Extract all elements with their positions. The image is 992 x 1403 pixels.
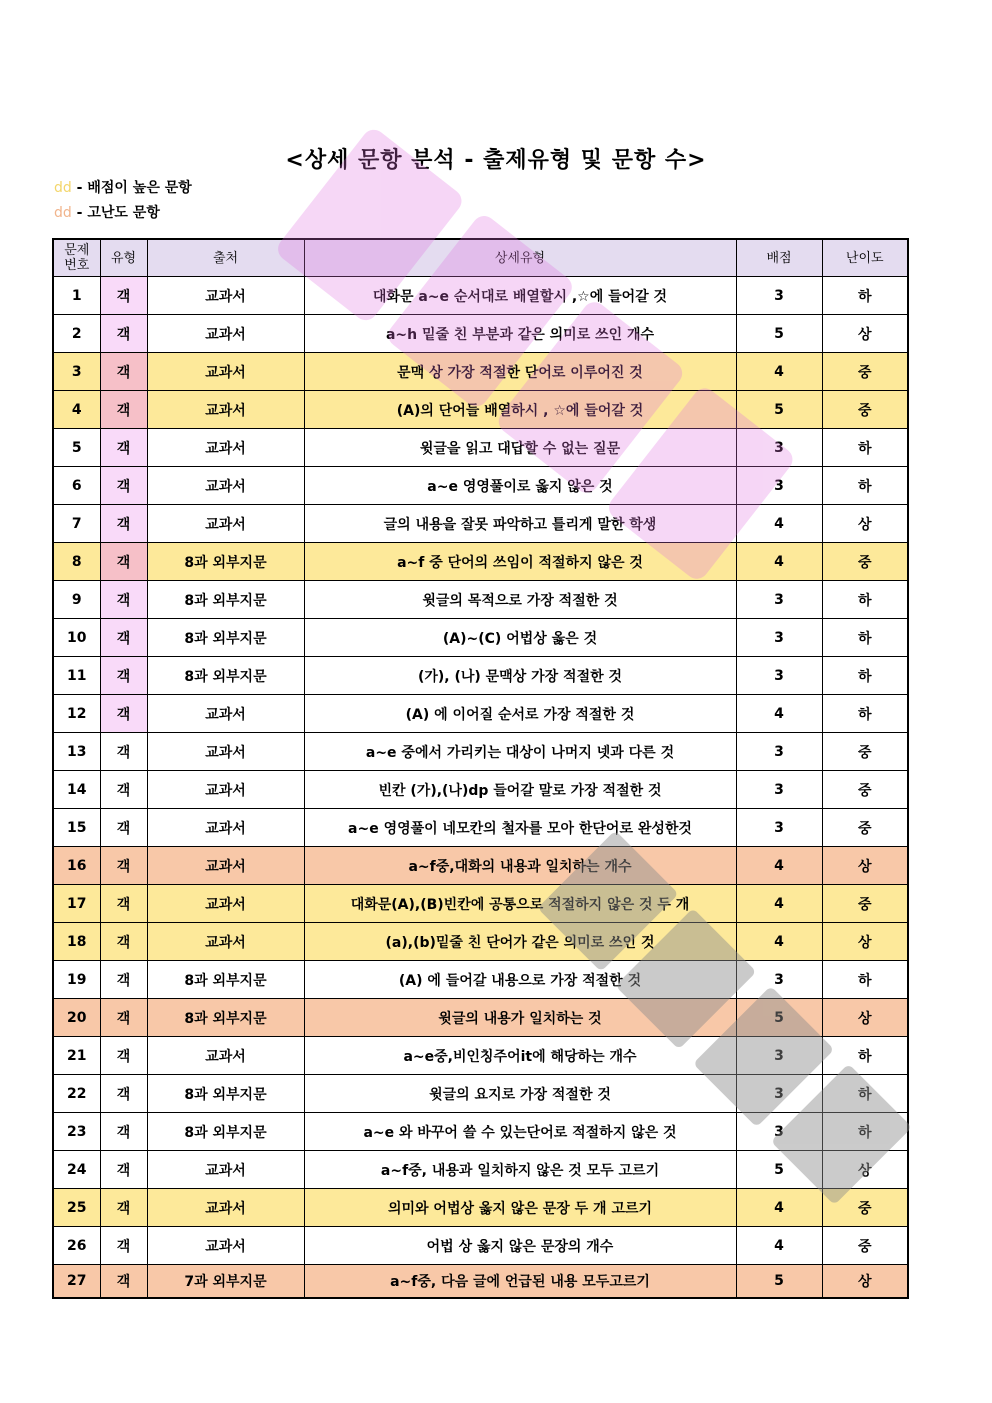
- cell-source: 교과서: [147, 1227, 304, 1265]
- legend-label: 배점이 높은 문항: [87, 180, 192, 196]
- cell-score: 5: [736, 315, 822, 353]
- cell-detail: 윗글의 내용가 일치하는 것: [304, 999, 736, 1037]
- header-no: 문제 번호: [53, 239, 100, 277]
- cell-score: 3: [736, 771, 822, 809]
- cell-type: 객: [100, 1189, 147, 1227]
- cell-source: 교과서: [147, 733, 304, 771]
- cell-detail: a~h 밑줄 친 부분과 같은 의미로 쓰인 개수: [304, 315, 736, 353]
- cell-no: 20: [53, 999, 100, 1037]
- cell-type: 객: [100, 505, 147, 543]
- cell-level: 상: [822, 923, 908, 961]
- cell-source: 교과서: [147, 1151, 304, 1189]
- cell-no: 17: [53, 885, 100, 923]
- cell-detail: 윗글의 요지로 가장 적절한 것: [304, 1075, 736, 1113]
- cell-no: 6: [53, 467, 100, 505]
- cell-detail: 문맥 상 가장 적절한 단어로 이루어진 것: [304, 353, 736, 391]
- cell-type: 객: [100, 1075, 147, 1113]
- cell-detail: a~f중, 내용과 일치하지 않은 것 모두 고르기: [304, 1151, 736, 1189]
- cell-score: 3: [736, 581, 822, 619]
- cell-type: 객: [100, 315, 147, 353]
- table-row: [53, 1189, 908, 1227]
- cell-detail: 윗글의 목적으로 가장 적절한 것: [304, 581, 736, 619]
- cell-level: 하: [822, 657, 908, 695]
- cell-source: 교과서: [147, 505, 304, 543]
- table-row: [53, 695, 908, 733]
- table-row: [53, 999, 908, 1037]
- cell-type: 객: [100, 1113, 147, 1151]
- cell-source: 8과 외부지문: [147, 999, 304, 1037]
- cell-level: 하: [822, 619, 908, 657]
- cell-score: 4: [736, 505, 822, 543]
- cell-level: 하: [822, 695, 908, 733]
- legend-sample-orange: dd: [54, 205, 72, 221]
- table-row: [53, 277, 908, 315]
- cell-no: 1: [53, 277, 100, 315]
- cell-score: 3: [736, 619, 822, 657]
- cell-type: 객: [100, 847, 147, 885]
- cell-level: 상: [822, 315, 908, 353]
- header-type: 유형: [100, 239, 147, 277]
- cell-type: 객: [100, 1151, 147, 1189]
- cell-type: 객: [100, 695, 147, 733]
- cell-source: 교과서: [147, 1037, 304, 1075]
- cell-type: 객: [100, 961, 147, 999]
- cell-score: 3: [736, 429, 822, 467]
- cell-source: 8과 외부지문: [147, 543, 304, 581]
- cell-source: 8과 외부지문: [147, 1113, 304, 1151]
- cell-level: 상: [822, 505, 908, 543]
- cell-no: 8: [53, 543, 100, 581]
- table-row: [53, 771, 908, 809]
- cell-score: 3: [736, 277, 822, 315]
- legend-high-score: [54, 177, 192, 197]
- cell-score: 4: [736, 1189, 822, 1227]
- cell-score: 4: [736, 847, 822, 885]
- table-row: [53, 505, 908, 543]
- cell-score: 3: [736, 467, 822, 505]
- cell-detail: a~e중,비인칭주어it에 해당하는 개수: [304, 1037, 736, 1075]
- analysis-table: [52, 238, 909, 1299]
- cell-type: 객: [100, 733, 147, 771]
- cell-score: 3: [736, 1075, 822, 1113]
- cell-type: 객: [100, 391, 147, 429]
- cell-source: 8과 외부지문: [147, 961, 304, 999]
- cell-no: 10: [53, 619, 100, 657]
- table-row: [53, 809, 908, 847]
- cell-source: 교과서: [147, 771, 304, 809]
- cell-detail: (A)~(C) 어법상 옳은 것: [304, 619, 736, 657]
- cell-level: 중: [822, 391, 908, 429]
- cell-source: 8과 외부지문: [147, 1075, 304, 1113]
- cell-source: 교과서: [147, 315, 304, 353]
- cell-level: 하: [822, 467, 908, 505]
- cell-detail: (A) 에 들어갈 내용으로 가장 적절한 것: [304, 961, 736, 999]
- cell-type: 객: [100, 1227, 147, 1265]
- table-row: [53, 315, 908, 353]
- table-row: [53, 1227, 908, 1265]
- cell-source: 교과서: [147, 885, 304, 923]
- header-source: 출처: [147, 239, 304, 277]
- legend-hard: [54, 202, 160, 222]
- table-row: [53, 923, 908, 961]
- cell-detail: a~f 중 단어의 쓰임이 적절하지 않은 것: [304, 543, 736, 581]
- cell-type: 객: [100, 999, 147, 1037]
- table-row: [53, 619, 908, 657]
- cell-score: 3: [736, 657, 822, 695]
- cell-level: 하: [822, 1037, 908, 1075]
- cell-score: 5: [736, 1151, 822, 1189]
- cell-score: 4: [736, 923, 822, 961]
- cell-detail: 대화문 a~e 순서대로 배열할시 ,☆에 들어갈 것: [304, 277, 736, 315]
- cell-level: 상: [822, 999, 908, 1037]
- cell-detail: 윗글을 읽고 대답할 수 없는 질문: [304, 429, 736, 467]
- header-level: 난이도: [822, 239, 908, 277]
- cell-no: 25: [53, 1189, 100, 1227]
- cell-type: 객: [100, 429, 147, 467]
- cell-no: 19: [53, 961, 100, 999]
- cell-no: 22: [53, 1075, 100, 1113]
- cell-level: 하: [822, 277, 908, 315]
- cell-detail: 빈칸 (가),(나)dp 들어갈 말로 가장 적절한 것: [304, 771, 736, 809]
- cell-no: 7: [53, 505, 100, 543]
- cell-level: 하: [822, 581, 908, 619]
- legend-sample-yellow: dd: [54, 180, 72, 196]
- cell-score: 3: [736, 1037, 822, 1075]
- page-title: <상세 문항 분석 - 출제유형 및 문항 수>: [285, 148, 707, 173]
- cell-level: 중: [822, 771, 908, 809]
- cell-level: 중: [822, 885, 908, 923]
- cell-detail: (A)의 단어들 배열하시 , ☆에 들어갈 것: [304, 391, 736, 429]
- cell-source: 교과서: [147, 277, 304, 315]
- cell-detail: (a),(b)밑줄 친 단어가 같은 의미로 쓰인 것: [304, 923, 736, 961]
- cell-score: 4: [736, 885, 822, 923]
- cell-no: 15: [53, 809, 100, 847]
- cell-source: 교과서: [147, 391, 304, 429]
- table-row: [53, 353, 908, 391]
- cell-score: 4: [736, 1227, 822, 1265]
- cell-type: 객: [100, 543, 147, 581]
- cell-type: 객: [100, 657, 147, 695]
- cell-detail: 글의 내용을 잘못 파악하고 틀리게 말한 학생: [304, 505, 736, 543]
- table-row: [53, 1037, 908, 1075]
- table-row: [53, 1113, 908, 1151]
- cell-level: 중: [822, 733, 908, 771]
- cell-no: 11: [53, 657, 100, 695]
- cell-level: 상: [822, 1265, 908, 1299]
- cell-no: 2: [53, 315, 100, 353]
- cell-level: 하: [822, 961, 908, 999]
- cell-no: 4: [53, 391, 100, 429]
- cell-no: 26: [53, 1227, 100, 1265]
- cell-type: 객: [100, 923, 147, 961]
- cell-source: 교과서: [147, 1189, 304, 1227]
- cell-no: 14: [53, 771, 100, 809]
- cell-detail: 의미와 어법상 옳지 않은 문장 두 개 고르기: [304, 1189, 736, 1227]
- table-row: [53, 961, 908, 999]
- cell-type: 객: [100, 771, 147, 809]
- cell-source: 7과 외부지문: [147, 1265, 304, 1299]
- cell-type: 객: [100, 353, 147, 391]
- cell-detail: (가), (나) 문맥상 가장 적절한 것: [304, 657, 736, 695]
- table-header-row: [53, 239, 908, 277]
- cell-type: 객: [100, 809, 147, 847]
- cell-type: 객: [100, 619, 147, 657]
- cell-level: 하: [822, 429, 908, 467]
- table-row: [53, 1075, 908, 1113]
- cell-detail: a~e 와 바꾸어 쓸 수 있는단어로 적절하지 않은 것: [304, 1113, 736, 1151]
- cell-level: 하: [822, 1113, 908, 1151]
- table-row: [53, 429, 908, 467]
- cell-no: 12: [53, 695, 100, 733]
- cell-detail: a~e 중에서 가리키는 대상이 나머지 넷과 다른 것: [304, 733, 736, 771]
- table-row: [53, 1265, 908, 1299]
- cell-level: 중: [822, 1189, 908, 1227]
- cell-detail: a~e 영영풀이로 옳지 않은 것: [304, 467, 736, 505]
- cell-source: 교과서: [147, 429, 304, 467]
- table-row: [53, 847, 908, 885]
- cell-score: 5: [736, 391, 822, 429]
- cell-no: 18: [53, 923, 100, 961]
- cell-detail: a~f중, 다음 글에 언급된 내용 모두고르기: [304, 1265, 736, 1299]
- header-detail: 상세유형: [304, 239, 736, 277]
- cell-level: 중: [822, 543, 908, 581]
- cell-source: 8과 외부지문: [147, 619, 304, 657]
- cell-detail: 어법 상 옳지 않은 문장의 개수: [304, 1227, 736, 1265]
- table-row: [53, 1151, 908, 1189]
- cell-type: 객: [100, 277, 147, 315]
- table-row: [53, 657, 908, 695]
- table-row: [53, 733, 908, 771]
- legend-sep: -: [71, 180, 88, 196]
- cell-source: 8과 외부지문: [147, 657, 304, 695]
- cell-score: 3: [736, 1113, 822, 1151]
- cell-source: 교과서: [147, 467, 304, 505]
- cell-no: 13: [53, 733, 100, 771]
- cell-no: 27: [53, 1265, 100, 1299]
- cell-level: 하: [822, 1075, 908, 1113]
- cell-score: 4: [736, 543, 822, 581]
- cell-score: 4: [736, 695, 822, 733]
- legend-sep: -: [71, 205, 88, 221]
- cell-detail: a~e 영영풀이 네모칸의 철자를 모아 한단어로 완성한것: [304, 809, 736, 847]
- cell-type: 객: [100, 581, 147, 619]
- cell-type: 객: [100, 467, 147, 505]
- cell-no: 16: [53, 847, 100, 885]
- cell-source: 교과서: [147, 923, 304, 961]
- cell-source: 교과서: [147, 353, 304, 391]
- header-score: 배점: [736, 239, 822, 277]
- cell-score: 4: [736, 353, 822, 391]
- cell-detail: a~f중,대화의 내용과 일치하는 개수: [304, 847, 736, 885]
- cell-no: 24: [53, 1151, 100, 1189]
- cell-level: 중: [822, 809, 908, 847]
- cell-no: 21: [53, 1037, 100, 1075]
- cell-level: 상: [822, 847, 908, 885]
- cell-score: 3: [736, 961, 822, 999]
- cell-score: 5: [736, 999, 822, 1037]
- cell-type: 객: [100, 1265, 147, 1299]
- cell-no: 23: [53, 1113, 100, 1151]
- cell-source: 교과서: [147, 695, 304, 733]
- cell-type: 객: [100, 1037, 147, 1075]
- cell-type: 객: [100, 885, 147, 923]
- cell-source: 교과서: [147, 809, 304, 847]
- table-row: [53, 581, 908, 619]
- cell-source: 교과서: [147, 847, 304, 885]
- table-row: [53, 467, 908, 505]
- cell-detail: 대화문(A),(B)빈칸에 공통으로 적절하지 않은 것 두 개: [304, 885, 736, 923]
- cell-score: 3: [736, 733, 822, 771]
- cell-source: 8과 외부지문: [147, 581, 304, 619]
- cell-score: 3: [736, 809, 822, 847]
- cell-level: 상: [822, 1151, 908, 1189]
- cell-score: 5: [736, 1265, 822, 1299]
- cell-level: 중: [822, 1227, 908, 1265]
- cell-no: 9: [53, 581, 100, 619]
- table-row: [53, 885, 908, 923]
- legend-label: 고난도 문항: [87, 205, 160, 221]
- table-row: [53, 543, 908, 581]
- table-row: [53, 391, 908, 429]
- cell-level: 중: [822, 353, 908, 391]
- cell-detail: (A) 에 이어질 순서로 가장 적절한 것: [304, 695, 736, 733]
- cell-no: 5: [53, 429, 100, 467]
- cell-no: 3: [53, 353, 100, 391]
